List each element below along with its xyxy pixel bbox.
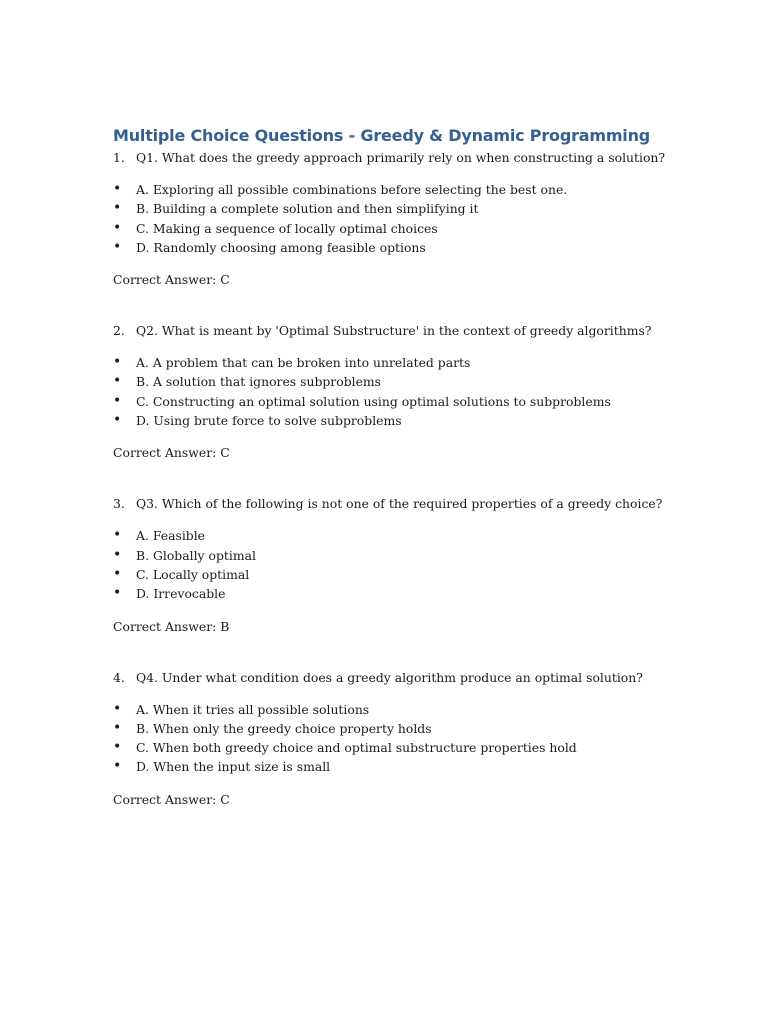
correct-answer: Correct Answer: B: [113, 618, 230, 634]
question-number: 1.: [113, 150, 125, 165]
question-number: 2.: [113, 323, 125, 339]
option-item: [113, 584, 693, 603]
option-text: D. Irrevocable: [136, 586, 226, 602]
option-text: A. Feasible: [136, 528, 206, 544]
option-text: B. Globally optimal: [136, 547, 256, 563]
option-item: [113, 353, 693, 372]
option-item: [113, 738, 693, 757]
question-block: [113, 148, 693, 290]
option-text: A. Exploring all possible combinations before selecting the best one.: [136, 182, 568, 197]
option-text: C. Locally optimal: [136, 566, 250, 582]
option-list: [113, 526, 693, 603]
option-item: [113, 411, 693, 430]
question-line: [113, 148, 693, 168]
option-text: B. Building a complete solution and then simplifying it: [136, 201, 479, 217]
bullet-icon: •: [113, 739, 122, 756]
option-item: [113, 180, 693, 199]
option-text: C. Making a sequence of locally optimal choices: [136, 220, 438, 236]
option-item: [113, 526, 693, 545]
bullet-icon: •: [113, 373, 122, 390]
option-list: [113, 180, 693, 257]
option-text: B. When only the greedy choice property holds: [136, 720, 432, 736]
option-list: [113, 700, 693, 777]
bullet-icon: •: [113, 181, 122, 197]
question-text: Q3. Which of the following is not one of the required properties of a greedy choice?: [136, 496, 663, 512]
question-block: [113, 321, 693, 463]
option-item: [113, 719, 693, 738]
question-text: Q1. What does the greedy approach primarily rely on when constructing a solution?: [136, 150, 666, 165]
option-item: [113, 700, 693, 719]
bullet-icon: •: [113, 527, 122, 544]
bullet-icon: •: [113, 412, 122, 429]
option-item: [113, 199, 693, 218]
option-text: C. When both greedy choice and optimal substructure properties hold: [136, 740, 577, 756]
question-number: 4.: [113, 669, 125, 685]
correct-answer: Correct Answer: C: [113, 272, 230, 288]
option-text: A. When it tries all possible solutions: [136, 701, 370, 717]
option-text: C. Constructing an optimal solution using optimal solutions to subproblems: [136, 393, 611, 409]
question-line: [113, 321, 693, 341]
option-text: B. A solution that ignores subproblems: [136, 374, 382, 390]
option-item: [113, 238, 693, 257]
option-text: D. Using brute force to solve subproblems: [136, 413, 402, 429]
question-line: [113, 668, 693, 688]
option-list: [113, 353, 693, 430]
option-item: [113, 372, 693, 391]
bullet-icon: •: [113, 719, 122, 736]
correct-answer: Correct Answer: C: [113, 445, 230, 461]
question-text: Q2. What is meant by 'Optimal Substructure' in the context of greedy algorithms?: [136, 323, 652, 339]
bullet-icon: •: [113, 354, 122, 371]
spacer: [113, 290, 693, 321]
question-text: Q4. Under what condition does a greedy algorithm produce an optimal solution?: [136, 669, 643, 685]
document-page: [113, 124, 693, 810]
bullet-icon: •: [113, 585, 122, 602]
option-item: [113, 219, 693, 238]
bullet-icon: •: [113, 392, 122, 409]
option-item: [113, 565, 693, 584]
option-item: [113, 546, 693, 565]
bullet-icon: •: [113, 758, 122, 775]
bullet-icon: •: [113, 546, 122, 563]
correct-answer: Correct Answer: C: [113, 791, 230, 807]
bullet-icon: •: [113, 565, 122, 582]
question-block: [113, 494, 693, 636]
bullet-icon: •: [113, 200, 122, 217]
bullet-icon: •: [113, 238, 122, 255]
spacer: [113, 463, 693, 494]
option-item: [113, 392, 693, 411]
question-number: 3.: [113, 496, 125, 512]
bullet-icon: •: [113, 700, 122, 717]
option-text: D. Randomly choosing among feasible options: [136, 239, 426, 255]
question-block: [113, 668, 693, 810]
bullet-icon: •: [113, 219, 122, 236]
spacer: [113, 637, 693, 668]
option-text: A. A problem that can be broken into unrelated parts: [136, 355, 471, 371]
option-item: [113, 757, 693, 776]
document-title: Multiple Choice Questions - Greedy & Dynamic Programming: [113, 126, 651, 145]
option-text: D. When the input size is small: [136, 759, 331, 775]
question-line: [113, 494, 693, 514]
